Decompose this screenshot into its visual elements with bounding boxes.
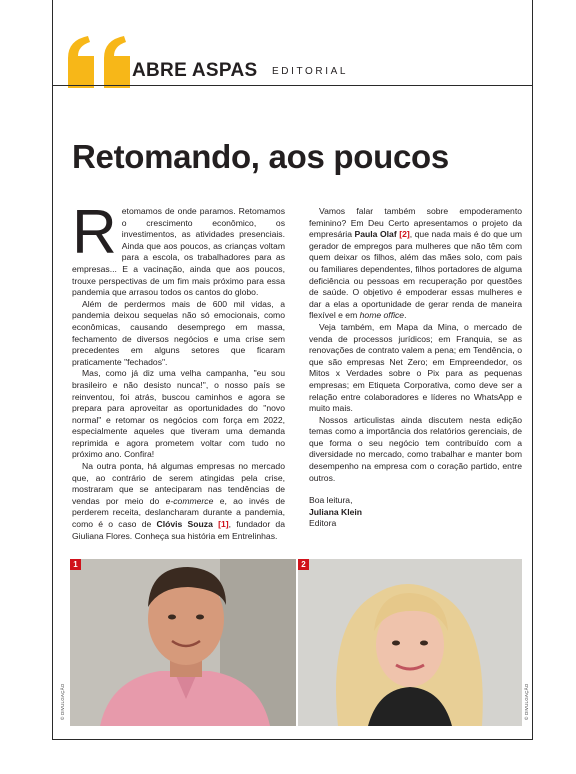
quote-mark-icon [66,36,136,88]
photo-credit-2: © DIVULGAÇÃO [524,683,529,720]
article-column-left [72,198,285,542]
photo-credit-1: © DIVULGAÇÃO [60,683,65,720]
paragraph: Além de perdermos mais de 600 mil vidas, a pandemia deixou sequelas não só emocionais, como econômicas, causando desemprego em massa, fechamento de diversos negócios e uma crise sem precedentes em alguns setores que ficaram praticamente "fechados". [72,298,285,367]
paragraph: Na outra ponta, há algumas empresas no mercado que, ao contrário de serem atingidas pela crise, mostraram que se anteciparam nas tendências de vendas por meio do e-commerce e, ao invés de perderem receita, deslancharam durante a pandemia, como é o caso de Clóvis Souza [1], fundador da Giuliana Flores. Conheça sua história em Entrelinhas. [72,461,285,541]
photo-badge-2: 2 [298,559,309,570]
header-divider [52,85,533,86]
paragraph: Nossos articulistas ainda discutem nesta edição temas como a importância dos relatórios gerenciais, de que forma o seu negócio tem contribuído com a diversidade no mercado, como trabalhar e manter bom desempenho na empresa com o coração partido, entre outros. [309,414,522,483]
closing: Boa leitura, [309,495,353,506]
paragraph: Vamos falar também sobre empoderamento feminino? Em Deu Certo apresentamos o projeto da empresária Paula Olaf [2], que nada mais é do que um gerador de empregos para mulheres que não têm com quem deixar os filhos, além das mães solo, com pais ou familiares dependentes, filhos portadores de alguma deficiência ou pessoas em recuperação por questões de saúde. O objetivo é empoderar essas mulheres e dar a elas a oportunidade de gerar renda de maneira flexível e em home office. [309,206,523,321]
section-title: ABRE ASPAS [132,60,258,81]
photo-ref-2: [2] [399,229,410,240]
paragraph: Mas, como já diz uma velha campanha, "eu sou brasileiro e não desisto nunca!", o nosso país se reinventou, foi atrás, buscou caminhos e agora se prepara para aproveitar as oportunidades do "novo normal" e retomar os negócios com força em 2022, especialmente aqueles que tiveram uma demanda reprimida e agora prometem voltar com tudo no próximo ano. Confira! [72,368,285,460]
photo-clovis-souza [70,559,296,726]
author-name: Juliana Klein [309,506,363,517]
article-column-right [309,206,522,530]
photo-ref-1: [1] [218,519,229,530]
article-headline: Retomando, aos poucos [72,138,449,175]
paragraph: Retomamos de onde paramos. Retomamos o crescimento econômico, os investimentos, as atividades presenciais. Ainda que aos poucos, as crianças voltam para a escola, os trabalhadores para as empresas... E a vacinação, ainda que aos poucos, trouxe perspectivas de um fim mais próximo para essa pandemia que arrasou todos os cantos do globo. [72,198,285,298]
dropcap: R [72,198,117,267]
photo-paula-olaf [298,559,522,726]
person-name: Paula Olaf [354,229,397,240]
author-role: Editora [309,518,337,529]
paragraph: Veja também, em Mapa da Mina, o mercado de venda de processos jurídicos; em Franquia, se as renovações de contrato valem a pena; em Tendência, o que são empresas Net Zero; em Empreendedor, os Mitos x Verdades sobre o Pix para as pequenas empresas; em Etiqueta Corporativa, como deve ser a relação entre colaboradores e líderes no WhatsApp e muito mais. [309,321,522,414]
photo-badge-1: 1 [70,559,81,570]
signature [309,495,522,530]
person-name: Clóvis Souza [156,519,213,530]
section-subtitle: EDITORIAL [272,66,349,77]
